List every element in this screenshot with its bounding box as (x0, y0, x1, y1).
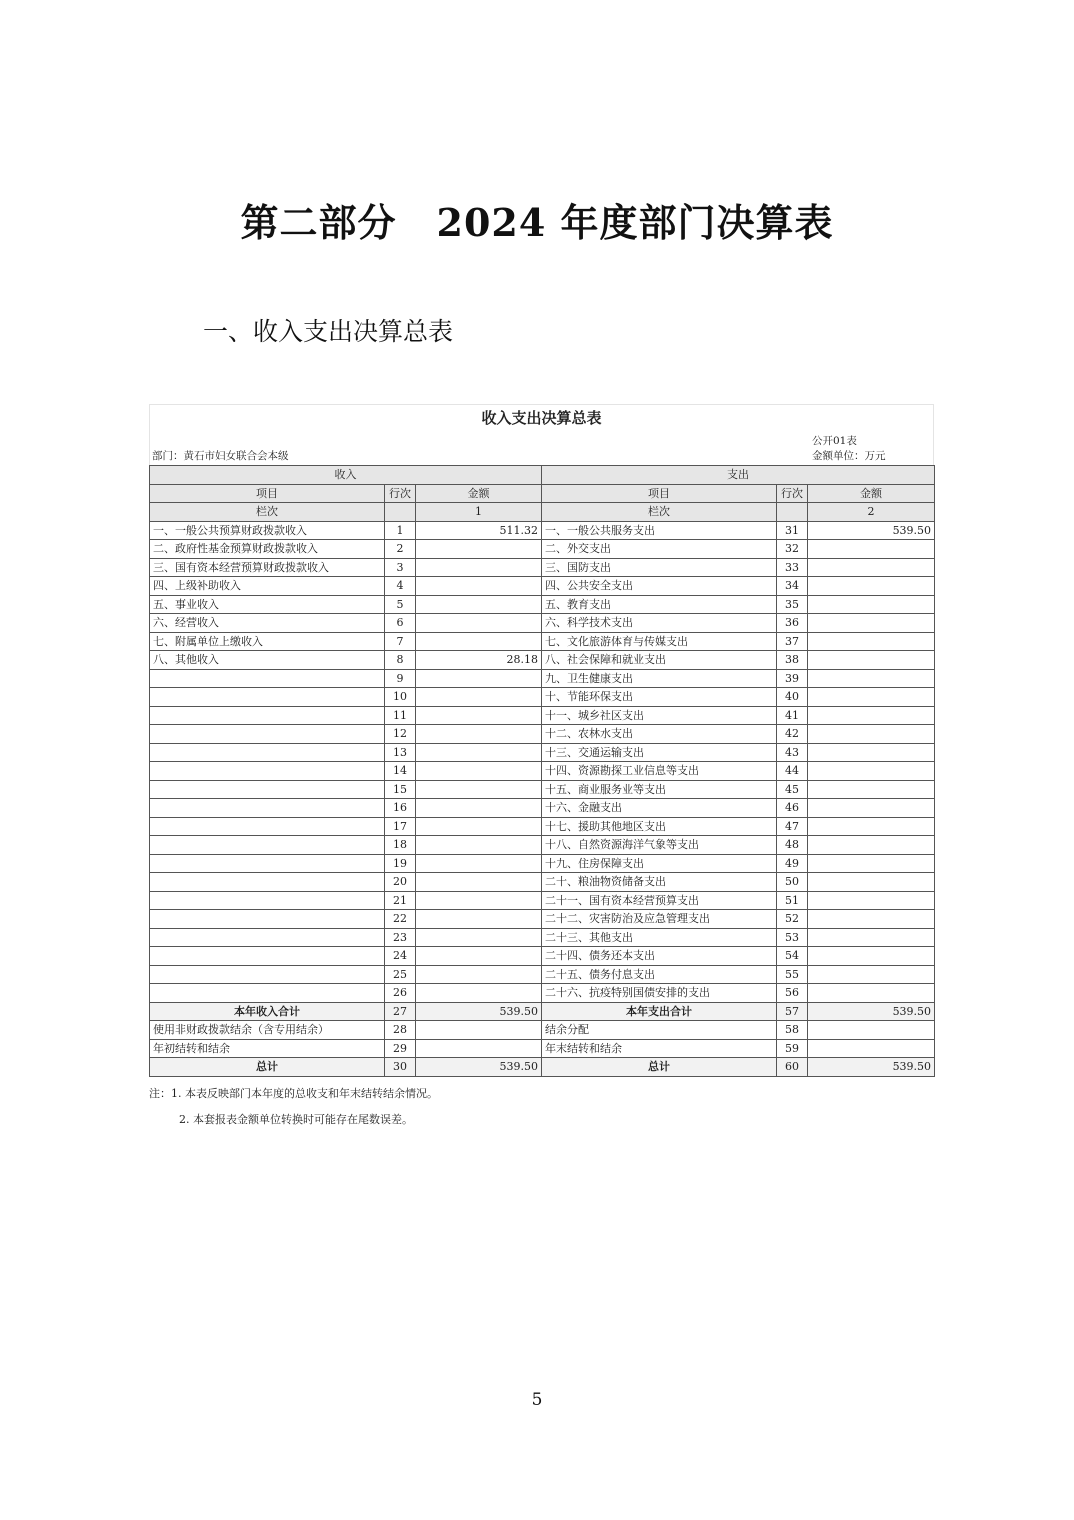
income-item: 七、附属单位上缴收入 (150, 632, 385, 651)
expense-item: 八、社会保障和就业支出 (542, 651, 777, 670)
expense-amount (808, 873, 935, 892)
page-number: 5 (531, 1390, 543, 1410)
income-item: 八、其他收入 (150, 651, 385, 670)
income-amount (416, 577, 542, 596)
table-row (150, 558, 935, 577)
table-row (150, 688, 935, 707)
col-item-income: 项目 (150, 484, 385, 503)
income-row-no: 3 (385, 558, 416, 577)
income-amount (416, 799, 542, 818)
expense-item: 十一、城乡社区支出 (542, 706, 777, 725)
table-row (150, 651, 935, 670)
table-row (150, 725, 935, 744)
income-amount (416, 595, 542, 614)
summary-table (149, 465, 935, 1077)
income-item: 总计 (150, 1058, 385, 1077)
expense-item: 二、外交支出 (542, 540, 777, 559)
expense-amount (808, 1021, 935, 1040)
income-item (150, 762, 385, 781)
expense-amount (808, 595, 935, 614)
expense-amount (808, 688, 935, 707)
income-row-no: 22 (385, 910, 416, 929)
expense-item: 十三、交通运输支出 (542, 743, 777, 762)
expense-amount (808, 910, 935, 929)
table-header-group (150, 466, 935, 485)
expense-row-no: 47 (777, 817, 808, 836)
income-item: 年初结转和结余 (150, 1039, 385, 1058)
expense-row-no: 33 (777, 558, 808, 577)
expense-row-no: 53 (777, 928, 808, 947)
lanci-income: 1 (416, 503, 542, 522)
income-row-no: 19 (385, 854, 416, 873)
income-row-no: 17 (385, 817, 416, 836)
expense-row-no: 42 (777, 725, 808, 744)
grand-total-row (150, 1058, 935, 1077)
income-amount (416, 854, 542, 873)
income-amount (416, 614, 542, 633)
table-row (150, 947, 935, 966)
table-row (150, 836, 935, 855)
income-item (150, 669, 385, 688)
income-amount (416, 817, 542, 836)
expense-amount (808, 836, 935, 855)
income-row-no: 10 (385, 688, 416, 707)
income-item: 三、国有资本经营预算财政拨款收入 (150, 558, 385, 577)
table-header-lanci (150, 503, 935, 522)
part-title-year: 2024 年度部门决算表 (436, 200, 834, 245)
expense-item: 十七、援助其他地区支出 (542, 817, 777, 836)
table-row (150, 614, 935, 633)
expense-row-no: 36 (777, 614, 808, 633)
expense-amount (808, 984, 935, 1003)
expense-amount (808, 947, 935, 966)
expense-amount (808, 780, 935, 799)
income-row-no: 20 (385, 873, 416, 892)
expense-amount (808, 725, 935, 744)
expense-row-no: 44 (777, 762, 808, 781)
income-item (150, 743, 385, 762)
income-row-no: 9 (385, 669, 416, 688)
income-row-no: 30 (385, 1058, 416, 1077)
income-item (150, 688, 385, 707)
income-amount: 539.50 (416, 1058, 542, 1077)
expense-row-no: 50 (777, 873, 808, 892)
expense-item: 四、公共安全支出 (542, 577, 777, 596)
table-row (150, 910, 935, 929)
income-row-no: 11 (385, 706, 416, 725)
income-amount (416, 1021, 542, 1040)
income-amount (416, 632, 542, 651)
income-row-no: 28 (385, 1021, 416, 1040)
expense-amount (808, 632, 935, 651)
income-amount (416, 965, 542, 984)
table-header-columns (150, 484, 935, 503)
income-amount (416, 891, 542, 910)
budget-sheet (149, 404, 934, 1077)
expense-row-no: 52 (777, 910, 808, 929)
table-row (150, 762, 935, 781)
table-row (150, 817, 935, 836)
income-amount (416, 725, 542, 744)
income-row-no: 1 (385, 521, 416, 540)
expense-amount (808, 928, 935, 947)
expense-item: 十八、自然资源海洋气象等支出 (542, 836, 777, 855)
expense-item: 一、一般公共服务支出 (542, 521, 777, 540)
income-item: 一、一般公共预算财政拨款收入 (150, 521, 385, 540)
income-amount (416, 688, 542, 707)
income-amount (416, 762, 542, 781)
income-item (150, 799, 385, 818)
expense-row-no: 39 (777, 669, 808, 688)
section-title: 一、收入支出决算总表 (203, 317, 454, 346)
note-1: 注：1. 本表反映部门本年度的总收支和年末结转结余情况。 (149, 1087, 438, 1100)
part-title (0, 192, 1074, 247)
year-total-row (150, 1002, 935, 1021)
expense-amount (808, 706, 935, 725)
table-row (150, 873, 935, 892)
expense-row-no: 57 (777, 1002, 808, 1021)
income-item (150, 965, 385, 984)
expense-amount (808, 558, 935, 577)
expense-amount (808, 799, 935, 818)
col-row-expense: 行次 (777, 484, 808, 503)
expense-amount: 539.50 (808, 521, 935, 540)
income-amount (416, 947, 542, 966)
table-row (150, 780, 935, 799)
income-amount (416, 836, 542, 855)
expense-item: 二十三、其他支出 (542, 928, 777, 947)
table-row (150, 669, 935, 688)
income-item: 二、政府性基金预算财政拨款收入 (150, 540, 385, 559)
expense-amount (808, 891, 935, 910)
expense-amount (808, 669, 935, 688)
income-header: 收入 (150, 466, 542, 485)
expense-row-no: 45 (777, 780, 808, 799)
expense-row-no: 55 (777, 965, 808, 984)
income-item (150, 706, 385, 725)
income-item (150, 854, 385, 873)
income-item (150, 817, 385, 836)
income-item: 五、事业收入 (150, 595, 385, 614)
expense-item: 二十、粮油物资储备支出 (542, 873, 777, 892)
table-row (150, 854, 935, 873)
lanci-label-expense: 栏次 (542, 503, 777, 522)
expense-row-no: 31 (777, 521, 808, 540)
lanci-blank-expense (777, 503, 808, 522)
expense-item: 本年支出合计 (542, 1002, 777, 1021)
expense-amount (808, 540, 935, 559)
income-row-no: 23 (385, 928, 416, 947)
expense-row-no: 59 (777, 1039, 808, 1058)
lanci-blank-income (385, 503, 416, 522)
income-row-no: 26 (385, 984, 416, 1003)
income-row-no: 12 (385, 725, 416, 744)
sheet-meta (149, 431, 934, 465)
expense-amount (808, 965, 935, 984)
income-item (150, 836, 385, 855)
table-row (150, 984, 935, 1003)
expense-item: 九、卫生健康支出 (542, 669, 777, 688)
expense-row-no: 43 (777, 743, 808, 762)
expense-item: 二十四、债务还本支出 (542, 947, 777, 966)
income-row-no: 18 (385, 836, 416, 855)
expense-item: 年末结转和结余 (542, 1039, 777, 1058)
income-row-no: 14 (385, 762, 416, 781)
expense-row-no: 38 (777, 651, 808, 670)
expense-amount (808, 614, 935, 633)
expense-item: 六、科学技术支出 (542, 614, 777, 633)
expense-amount (808, 762, 935, 781)
expense-item: 二十五、债务付息支出 (542, 965, 777, 984)
income-row-no: 7 (385, 632, 416, 651)
expense-item: 五、教育支出 (542, 595, 777, 614)
income-amount (416, 780, 542, 799)
expense-row-no: 34 (777, 577, 808, 596)
income-amount (416, 873, 542, 892)
income-row-no: 16 (385, 799, 416, 818)
income-item (150, 928, 385, 947)
expense-item: 十五、商业服务业等支出 (542, 780, 777, 799)
income-item (150, 780, 385, 799)
income-row-no: 21 (385, 891, 416, 910)
expense-header: 支出 (542, 466, 935, 485)
income-item (150, 910, 385, 929)
expense-item: 十四、资源勘探工业信息等支出 (542, 762, 777, 781)
expense-row-no: 56 (777, 984, 808, 1003)
expense-row-no: 51 (777, 891, 808, 910)
table-row (150, 1021, 935, 1040)
table-row (150, 521, 935, 540)
expense-amount (808, 577, 935, 596)
table-row (150, 928, 935, 947)
income-row-no: 2 (385, 540, 416, 559)
income-amount (416, 910, 542, 929)
income-amount: 511.32 (416, 521, 542, 540)
expense-amount (808, 817, 935, 836)
expense-item: 二十二、灾害防治及应急管理支出 (542, 910, 777, 929)
income-row-no: 8 (385, 651, 416, 670)
table-row (150, 743, 935, 762)
unit-label: 金额单位：万元 (812, 450, 886, 462)
notes (149, 1085, 438, 1137)
expense-item: 二十六、抗疫特别国债安排的支出 (542, 984, 777, 1003)
income-row-no: 4 (385, 577, 416, 596)
expense-amount (808, 1039, 935, 1058)
table-row (150, 706, 935, 725)
income-amount: 539.50 (416, 1002, 542, 1021)
expense-row-no: 58 (777, 1021, 808, 1040)
expense-item: 三、国防支出 (542, 558, 777, 577)
income-item: 四、上级补助收入 (150, 577, 385, 596)
table-row (150, 1039, 935, 1058)
expense-item: 二十一、国有资本经营预算支出 (542, 891, 777, 910)
expense-amount (808, 854, 935, 873)
expense-row-no: 32 (777, 540, 808, 559)
part-title-label: 第二部分 (240, 200, 397, 245)
table-row (150, 595, 935, 614)
col-item-expense: 项目 (542, 484, 777, 503)
table-code: 公开01表 (812, 435, 857, 447)
table-row (150, 632, 935, 651)
table-row (150, 540, 935, 559)
income-row-no: 13 (385, 743, 416, 762)
income-item: 六、经营收入 (150, 614, 385, 633)
expense-row-no: 60 (777, 1058, 808, 1077)
income-item: 本年收入合计 (150, 1002, 385, 1021)
expense-amount (808, 743, 935, 762)
expense-row-no: 49 (777, 854, 808, 873)
lanci-expense: 2 (808, 503, 935, 522)
table-row (150, 799, 935, 818)
income-item (150, 947, 385, 966)
expense-row-no: 48 (777, 836, 808, 855)
income-row-no: 29 (385, 1039, 416, 1058)
income-row-no: 5 (385, 595, 416, 614)
expense-row-no: 54 (777, 947, 808, 966)
expense-item: 十、节能环保支出 (542, 688, 777, 707)
income-row-no: 27 (385, 1002, 416, 1021)
expense-amount: 539.50 (808, 1058, 935, 1077)
lanci-label-income: 栏次 (150, 503, 385, 522)
income-item (150, 873, 385, 892)
expense-row-no: 35 (777, 595, 808, 614)
income-row-no: 15 (385, 780, 416, 799)
expense-amount: 539.50 (808, 1002, 935, 1021)
income-item (150, 725, 385, 744)
income-item: 使用非财政拨款结余（含专用结余） (150, 1021, 385, 1040)
department-label: 部门：黄石市妇女联合会本级 (152, 450, 289, 462)
expense-amount (808, 651, 935, 670)
income-row-no: 6 (385, 614, 416, 633)
table-row (150, 891, 935, 910)
expense-row-no: 46 (777, 799, 808, 818)
expense-item: 十六、金融支出 (542, 799, 777, 818)
col-amount-expense: 金额 (808, 484, 935, 503)
expense-item: 总计 (542, 1058, 777, 1077)
expense-row-no: 41 (777, 706, 808, 725)
income-amount (416, 669, 542, 688)
note-2: 2. 本套报表金额单位转换时可能存在尾数误差。 (179, 1113, 413, 1126)
income-amount (416, 558, 542, 577)
income-row-no: 24 (385, 947, 416, 966)
expense-item: 十九、住房保障支出 (542, 854, 777, 873)
income-amount: 28.18 (416, 651, 542, 670)
income-amount (416, 1039, 542, 1058)
expense-item: 十二、农林水支出 (542, 725, 777, 744)
income-amount (416, 984, 542, 1003)
income-item (150, 984, 385, 1003)
expense-item: 结余分配 (542, 1021, 777, 1040)
income-amount (416, 743, 542, 762)
income-amount (416, 706, 542, 725)
table-row (150, 965, 935, 984)
col-amount-income: 金额 (416, 484, 542, 503)
income-amount (416, 540, 542, 559)
col-row-income: 行次 (385, 484, 416, 503)
income-amount (416, 928, 542, 947)
income-row-no: 25 (385, 965, 416, 984)
expense-item: 七、文化旅游体育与传媒支出 (542, 632, 777, 651)
income-item (150, 891, 385, 910)
table-row (150, 577, 935, 596)
sheet-title: 收入支出决算总表 (149, 404, 934, 431)
expense-row-no: 37 (777, 632, 808, 651)
expense-row-no: 40 (777, 688, 808, 707)
